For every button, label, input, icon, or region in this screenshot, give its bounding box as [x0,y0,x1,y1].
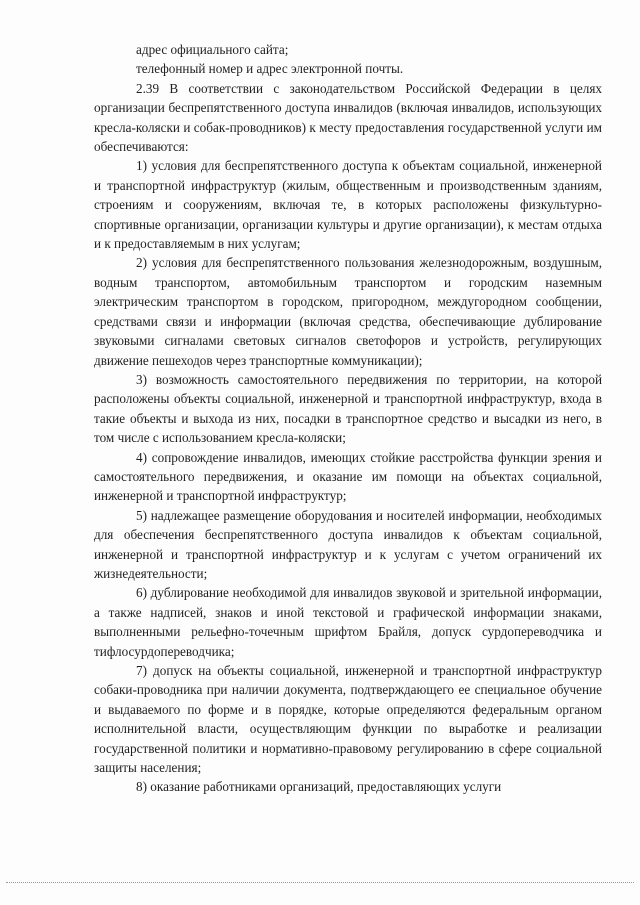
scan-edge-divider [6,882,634,883]
paragraph-item-6: 6) дублирование необходимой для инвалидов звуковой и зрительной информации, а также надписей, знаков и иной текстовой и графической информации знаками, выполненными рельефно-точечным шрифтом Брайля, допуск сурдопереводчика и тифлосурдопереводчика; [94,585,602,659]
paragraph-phone-email: телефонный номер и адрес электронной почты. [136,61,404,77]
paragraph-website-address: адрес официального сайта; [136,42,289,57]
paragraph-item-3: 3) возможность самостоятельного передвижения по территории, на которой расположены объекты социальной, инженерной и транспортной инфраструктур, входа в такие объекты и выхода из них, посадки в транспортное средство и высадки из него, в том числе с использованием кресла-коляски; [94,371,602,446]
paragraph-item-2: 2) условия для беспрепятственного пользования железнодорожным, воздушным, водным транспортом, автомобильным транспортом и городским наземным электрическим транспортом в городском, пригородном, междугородном сообщении, средствами связи и информации (включая средства, обеспечивающие дублирование звуковыми сигналами световых сигналов светофоров и устройств, регулирующих движение пешеходов через транспортные коммуникации); [94,255,602,368]
paragraph-item-5: 5) надлежащее размещение оборудования и носителей информации, необходимых для обеспечения беспрепятственного доступа инвалидов к объектам социальной, инженерной и транспортной инфраструктур и к услугам с учетом ограничений их жизнедеятельности; [94,507,602,581]
paragraph-item-1: 1) условия для беспрепятственного доступа к объектам социальной, инженерной и транспортной инфраструктур (жилым, общественным и производственным зданиям, строениям и сооружениям, включая те, в которых расположены физкультурно-спортивные организации, организации культуры и другие организации), к местам отдыха и к предоставляемым в них услугам; [94,158,602,252]
document-body [94,40,602,797]
paragraph-item-4: 4) сопровождение инвалидов, имеющих стойкие расстройства функции зрения и самостоятельного передвижения, и оказание им помощи на объектах социальной, инженерной и транспортной инфраструктур; [94,449,602,504]
paragraph-item-8: 8) оказание работниками организаций, предоставляющих услуги [136,779,502,795]
paragraph-2-39: 2.39 В соответствии с законодательством Российской Федерации в целях организации беспрепятственного доступа инвалидов (включая инвалидов, использующих кресла-коляски и собак-проводников) к месту предоставления государственной услуги им обеспечиваются: [94,80,602,155]
paragraph-item-7: 7) допуск на объекты социальной, инженерной и транспортной инфраструктур собаки-проводника при наличии документа, подтверждающего ее специальное обучение и выдаваемого по форме и в порядке, которые определяются федеральным органом исполнительной власти, осуществляющим функции по выработке и реализации государственной политики и нормативно-правовому регулированию в сфере социальной защиты населения; [94,663,602,776]
